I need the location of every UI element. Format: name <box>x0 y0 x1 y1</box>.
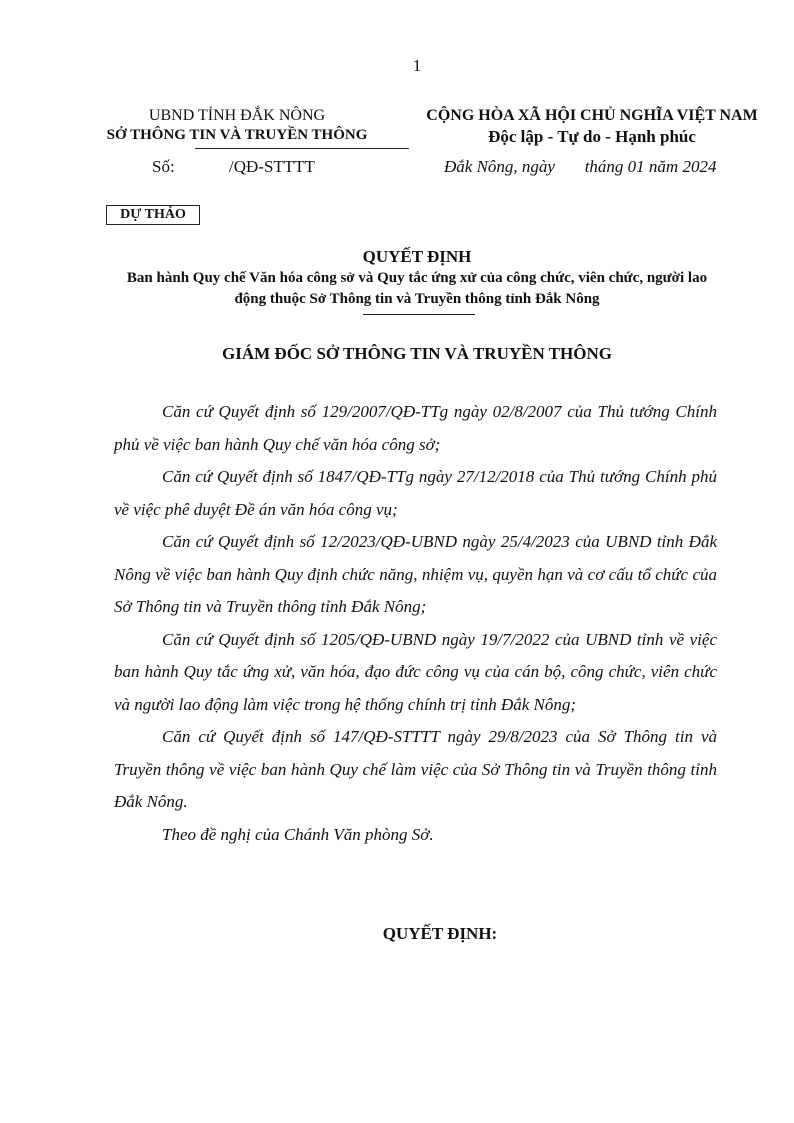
document-subject: Ban hành Quy chế Văn hóa công sở và Quy tắc ứng xử của công chức, viên chức, người lao động thuộc Sở Thông tin và Truyền thông tỉnh Đắk Nông <box>126 270 708 307</box>
draft-stamp: DỰ THẢO <box>106 205 200 225</box>
agency-parent: UBND TỈNH ĐẮK NÔNG <box>148 107 326 124</box>
legal-basis-item: Căn cứ Quyết định số 147/QĐ-STTTT ngày 29/8/2023 của Sở Thông tin và Truyền thông về việc ban hành Quy chế làm việc của Sở Thông tin và Truyền thông tỉnh Đắk Nông. <box>114 727 717 811</box>
legal-basis <box>114 396 717 851</box>
legal-basis-item: Căn cứ Quyết định số 1847/QĐ-TTg ngày 27/12/2018 của Thủ tướng Chính phủ về việc phê duyệt Đề án văn hóa công vụ; <box>114 467 717 519</box>
agency-underline <box>195 148 409 149</box>
doc-number-code: /QĐ-STTTT <box>229 157 315 176</box>
doc-number-label: Số: <box>152 157 175 176</box>
place-date: Đắk Nông, ngày tháng 01 năm 2024 <box>444 157 717 176</box>
nation-name: CỘNG HÒA XÃ HỘI CHỦ NGHĨA VIỆT NAM <box>426 107 758 124</box>
issuer-title: GIÁM ĐỐC SỞ THÔNG TIN VÀ TRUYỀN THÔNG <box>222 344 612 363</box>
decision-heading: QUYẾT ĐỊNH: <box>382 924 498 943</box>
document-type: QUYẾT ĐỊNH <box>362 247 472 266</box>
legal-basis-item: Theo đề nghị của Chánh Văn phòng Sở. <box>162 824 434 844</box>
national-motto: Độc lập - Tự do - Hạnh phúc <box>488 127 696 146</box>
title-underline <box>363 314 475 315</box>
page-number: 1 <box>412 56 422 75</box>
agency-name: SỞ THÔNG TIN VÀ TRUYỀN THÔNG <box>106 127 368 143</box>
legal-basis-item: Căn cứ Quyết định số 12/2023/QĐ-UBND ngày 25/4/2023 của UBND tỉnh Đắk Nông về việc ban hành Quy định chức năng, nhiệm vụ, quyền hạn và cơ cấu tổ chức của Sở Thông tin và Truyền thông tỉnh Đắk Nông; <box>114 532 717 616</box>
legal-basis-item: Căn cứ Quyết định số 1205/QĐ-UBND ngày 19/7/2022 của UBND tỉnh về việc ban hành Quy tắc ứng xử, văn hóa, đạo đức công vụ của cán bộ, công chức, viên chức và người lao động làm việc trong hệ thống chính trị tỉnh Đắk Nông; <box>114 629 717 714</box>
legal-basis-item: Căn cứ Quyết định số 129/2007/QĐ-TTg ngày 02/8/2007 của Thủ tướng Chính phủ về việc ban hành Quy chế văn hóa công sở; <box>114 402 717 454</box>
